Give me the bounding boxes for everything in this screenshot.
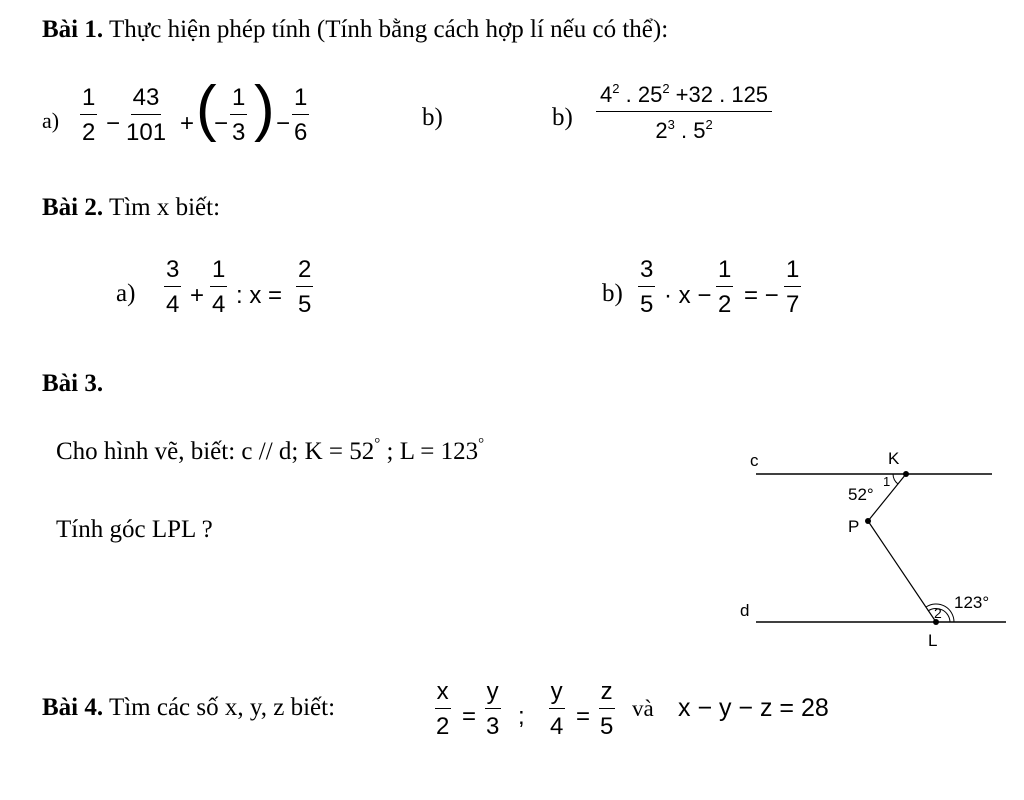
bai4-prompt: Tìm các số x, y, z biết: xyxy=(108,694,336,721)
bai3-question: Tính góc LPL ? xyxy=(56,516,213,543)
label-angle-k: 52° xyxy=(848,485,874,504)
label-angle-l: 123° xyxy=(954,593,990,612)
bai1-b-label-2: b) xyxy=(552,104,573,131)
bai1-a-frac1: $\frac{1}{2}$ xyxy=(82,84,96,146)
geometry-figure xyxy=(730,440,1010,660)
label-angle-1: 1 xyxy=(883,474,891,489)
minus-sign: − xyxy=(106,110,121,137)
plus-sign: + xyxy=(190,282,205,309)
bai2-a-frac1: $\frac{3}{4}$ xyxy=(166,256,180,318)
minus-sign: − xyxy=(214,110,229,137)
bai4-heading xyxy=(42,694,335,722)
point-k xyxy=(903,471,909,477)
left-paren: ( xyxy=(196,74,217,143)
bai4-frac-y3: $\frac{y}{3}$ xyxy=(486,678,500,740)
bai1-a-label: a) xyxy=(42,108,60,133)
div-x-equals: : x = xyxy=(236,282,283,309)
bai2-a-frac2: $\frac{1}{4}$ xyxy=(212,256,226,318)
segment-pl xyxy=(868,521,936,622)
bai2-a-frac3: $\frac{2}{5}$ xyxy=(298,256,312,318)
point-p xyxy=(865,518,871,524)
bai1-prompt: Thực hiện phép tính (Tính bằng cách hợp lí nếu có thể): xyxy=(108,16,669,43)
minus-sign: − xyxy=(276,110,291,137)
plus-sign: + xyxy=(180,110,195,137)
bai3-given: Cho hình vẽ, biết: c // d; K = 52° ; L = 123° xyxy=(56,436,485,465)
label-l: L xyxy=(928,631,938,650)
bai1-a-frac2: $\frac{43}{101}$ xyxy=(126,84,167,146)
bai2-b-label: b) xyxy=(602,280,623,307)
bai4-condition: x − y − z = 28 xyxy=(678,694,829,722)
equals-sign: = xyxy=(576,703,591,730)
label-angle-2: 2 xyxy=(934,605,942,621)
bai2-title: Bài 2. xyxy=(42,194,104,221)
semicolon: ; xyxy=(518,703,525,730)
bai4-frac-x2: $\frac{x}{2}$ xyxy=(436,678,450,740)
angle-arc-k xyxy=(893,474,898,484)
bai1-b-expression: $\frac{4^2 . 25^2 +32 . 125}{2^3 . 5^2}$ xyxy=(596,84,772,142)
equals-sign: = xyxy=(462,703,477,730)
bai4-title: Bài 4. xyxy=(42,694,104,721)
bai2-a-label: a) xyxy=(116,280,136,307)
times-x-minus: · x − xyxy=(664,282,712,309)
bai2-prompt: Tìm x biết: xyxy=(108,194,221,221)
label-d: d xyxy=(740,601,750,620)
bai2-heading xyxy=(42,194,220,222)
label-k: K xyxy=(888,449,900,468)
bai2-b-frac1: $\frac{3}{5}$ xyxy=(640,256,654,318)
label-c: c xyxy=(750,451,759,470)
and-word: và xyxy=(632,696,654,721)
bai1-a-frac3: $\frac{1}{3}$ xyxy=(232,84,246,146)
bai4-frac-y4: $\frac{y}{4}$ xyxy=(550,678,564,740)
bai4-frac-z5: $\frac{z}{5}$ xyxy=(600,678,614,740)
bai1-a-frac4: $\frac{1}{6}$ xyxy=(294,84,308,146)
bai1-title: Bài 1. xyxy=(42,16,104,43)
right-paren: ) xyxy=(254,74,275,143)
bai3-title: Bài 3. xyxy=(42,370,104,397)
bai1-heading xyxy=(42,16,668,44)
bai2-b-frac2: $\frac{1}{2}$ xyxy=(718,256,732,318)
equals-minus: = − xyxy=(744,282,779,309)
bai1-b-label-1: b) xyxy=(422,104,443,131)
label-p: P xyxy=(848,517,860,536)
bai2-b-frac3: $\frac{1}{7}$ xyxy=(786,256,800,318)
